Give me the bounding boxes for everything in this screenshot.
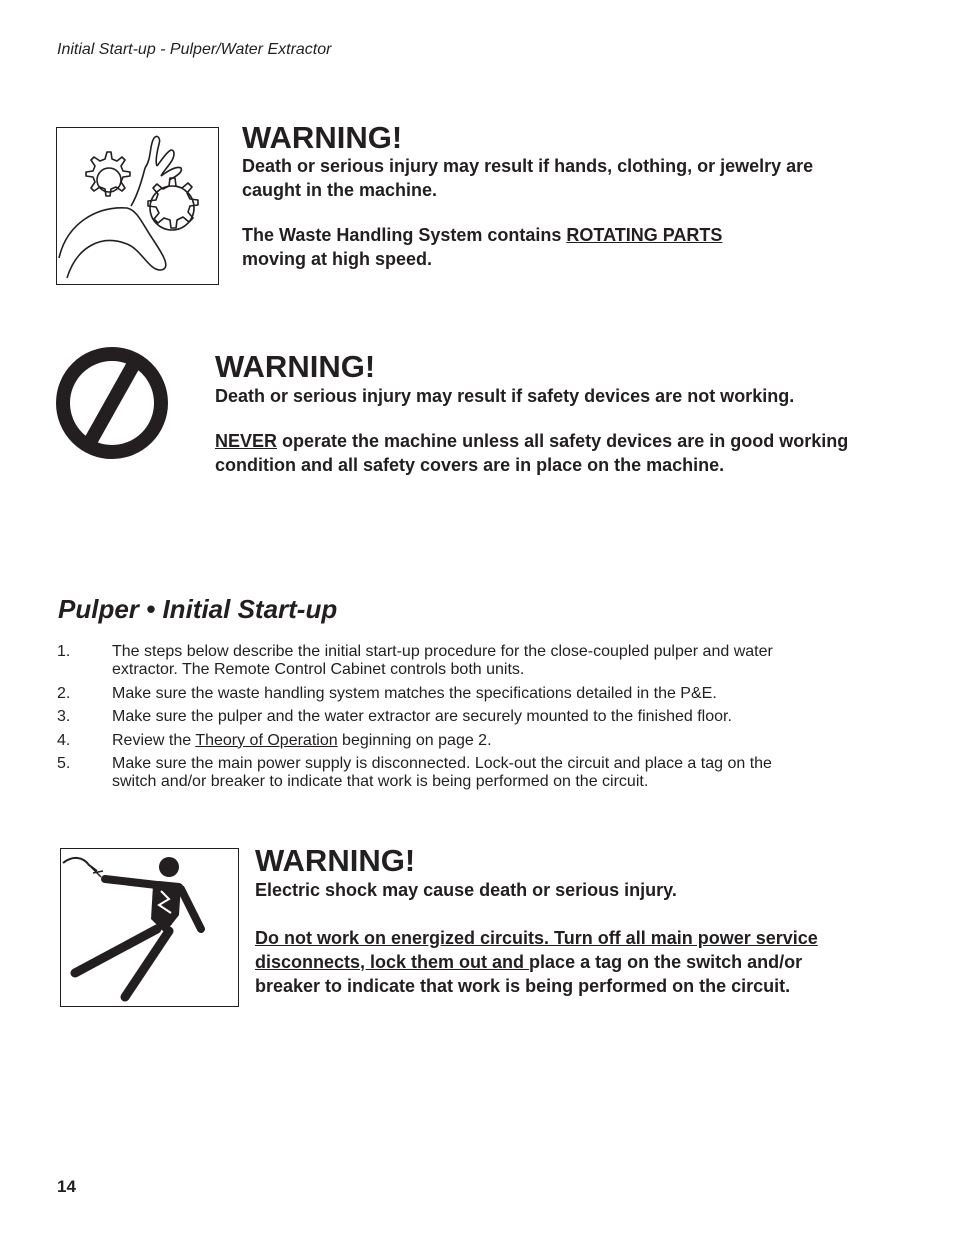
- step-number: 1.: [57, 643, 71, 660]
- warning-detail-text: The Waste Handling System contains: [242, 225, 567, 245]
- warning-detail-text: place a tag on the switch and/or breaker to indicate that work is being performed on the circuit.: [255, 952, 803, 996]
- warning-title: WARNING!: [215, 349, 376, 384]
- running-header: Initial Start-up - Pulper/Water Extractor: [57, 41, 332, 58]
- warning-detail: [255, 926, 855, 998]
- warning-emphasis: ROTATING PARTS: [566, 225, 723, 245]
- theory-of-operation-link[interactable]: Theory of Operation: [195, 731, 338, 749]
- step-text: Review the: [112, 731, 196, 749]
- warning-emphasis: NEVER: [215, 431, 278, 451]
- warning-title: WARNING!: [255, 843, 416, 878]
- warning-emphasis: Do not work on energized circuits. Turn off all main power service disconnects, lock them out and: [255, 928, 818, 972]
- step-number: 3.: [57, 708, 71, 725]
- warning-body: [255, 878, 855, 998]
- warning-detail: [215, 429, 875, 477]
- electric-shock-icon: [60, 848, 239, 1007]
- list-item: [57, 643, 817, 679]
- warning-detail-text: operate the machine unless all safety devices are in good working condition and all safety covers are in place on the machine.: [215, 431, 849, 475]
- step-number: 2.: [57, 684, 71, 702]
- section-title: Pulper • Initial Start-up: [58, 594, 338, 624]
- step-text: Make sure the waste handling system matches the specifications detailed in the P&E.: [112, 684, 717, 702]
- rotating-gears-hand-icon: [56, 127, 219, 285]
- list-item: [57, 755, 817, 791]
- warning-message: Electric shock may cause death or serious injury.: [255, 880, 677, 900]
- step-number: 4.: [57, 731, 71, 749]
- step-text: beginning on page 2.: [337, 731, 492, 749]
- warning-title: WARNING!: [242, 120, 403, 155]
- list-item: [57, 732, 817, 750]
- list-item: [57, 685, 817, 703]
- warning-body: [215, 384, 875, 477]
- page-number: 14: [57, 1177, 76, 1196]
- warning-detail: [242, 223, 762, 271]
- warning-detail-text: moving at high speed.: [242, 249, 433, 269]
- step-number: 5.: [57, 755, 71, 772]
- warning-message: Death or serious injury may result if hands, clothing, or jewelry are caught in the machine.: [242, 156, 814, 200]
- prohibition-icon: [55, 346, 169, 460]
- warning-message: Death or serious injury may result if safety devices are not working.: [215, 386, 795, 406]
- step-text: The steps below describe the initial start-up procedure for the close-coupled pulper and water extractor. The Remote Control Cabinet controls both units.: [112, 643, 773, 678]
- step-text: Make sure the main power supply is disconnected. Lock-out the circuit and place a tag on the switch and/or breaker to indicate that work is being performed on the circuit.: [112, 755, 772, 790]
- steps-list: [57, 643, 817, 797]
- step-text: Make sure the pulper and the water extractor are securely mounted to the finished floor.: [112, 708, 732, 725]
- warning-body: [242, 154, 862, 271]
- list-item: [57, 708, 817, 726]
